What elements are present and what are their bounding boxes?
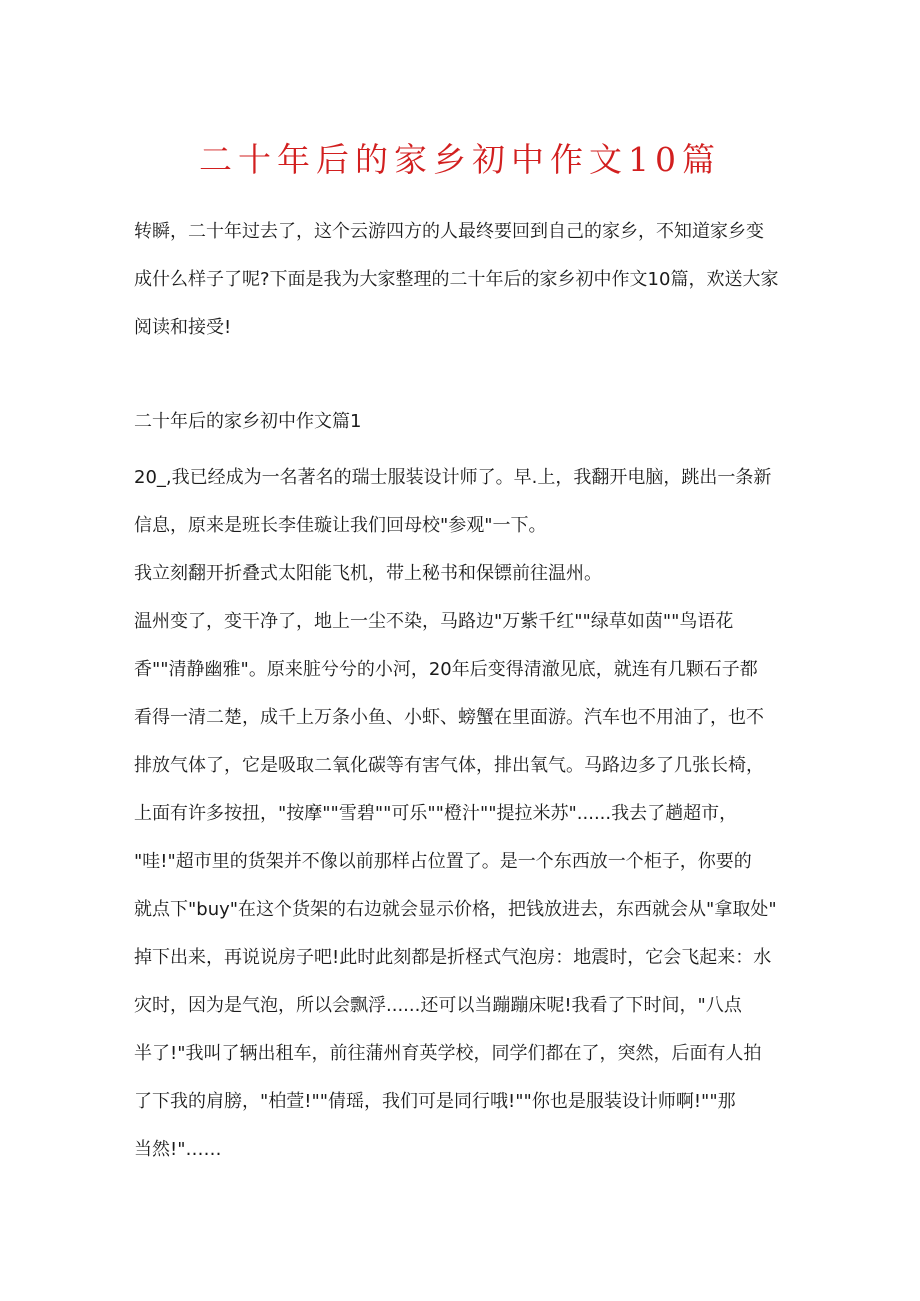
text-line: 就点下"buy"在这个货架的右边就会显示价格，把钱放进去，东西就会从"拿取处"	[134, 899, 777, 920]
essay-body	[134, 454, 794, 1174]
text-line: 上面有许多按扭，"按摩""雪碧""可乐""橙汁""提拉米苏"......我去了趟超市，	[134, 803, 738, 824]
intro-line: 成什么样子了呢?下面是我为大家整理的二十年后的家乡初中作文10篇，欢送大家	[134, 269, 779, 290]
text-line: 了下我的肩膀，"柏萱!""倩瑶，我们可是同行哦!""你也是服装设计师啊!""那	[134, 1091, 736, 1112]
text-line: 20_,我已经成为一名著名的瑞士服装设计师了。早.上，我翻开电脑，跳出一条新	[134, 467, 772, 488]
document-title: 二十年后的家乡初中作文10篇	[199, 140, 721, 179]
text-line: 香""清静幽雅"。原来脏兮兮的小河，20年后变得清澈见底，就连有几颗石子都	[134, 659, 758, 680]
section-heading: 二十年后的家乡初中作文篇1	[134, 411, 362, 432]
text-line: "哇!"超市里的货架并不像以前那样占位置了。是一个东西放一个柜子，你要的	[134, 851, 752, 872]
text-line: 信息，原来是班长李佳璇让我们回母校"参观"一下。	[134, 515, 547, 536]
text-line: 半了!"我叫了辆出租车，前往蒲州育英学校，同学们都在了，突然，后面有人拍	[134, 1043, 762, 1064]
intro-line: 阅读和接受!	[134, 317, 232, 338]
text-line: 温州变了，变干净了，地上一尘不染，马路边"万紫千红""绿草如茵""鸟语花	[134, 611, 734, 632]
essay-paragraph-3	[134, 598, 794, 1174]
text-line: 我立刻翻开折叠式太阳能飞机，带上秘书和保镖前往温州。	[134, 563, 602, 584]
intro-line: 转瞬，二十年过去了，这个云游四方的人最终要回到自己的家乡，不知道家乡变	[134, 221, 764, 242]
essay-paragraph-1	[134, 454, 794, 550]
text-line: 排放气体了，它是吸取二氧化碳等有害气体，排出氧气。马路边多了几张长椅，	[134, 755, 764, 776]
text-line: 当然!"……	[134, 1139, 222, 1160]
text-line: 看得一清二楚，成千上万条小鱼、小虾、螃蟹在里面游。汽车也不用油了，也不	[134, 707, 764, 728]
text-line: 掉下出来，再说说房子吧!此时此刻都是折柽式气泡房：地震时，它会飞起来：水	[134, 947, 772, 968]
essay-paragraph-2	[134, 550, 794, 598]
intro-paragraph	[134, 208, 794, 352]
text-line: 灾时，因为是气泡，所以会飘浮......还可以当蹦蹦床呢!我看了下时间，"八点	[134, 995, 742, 1016]
